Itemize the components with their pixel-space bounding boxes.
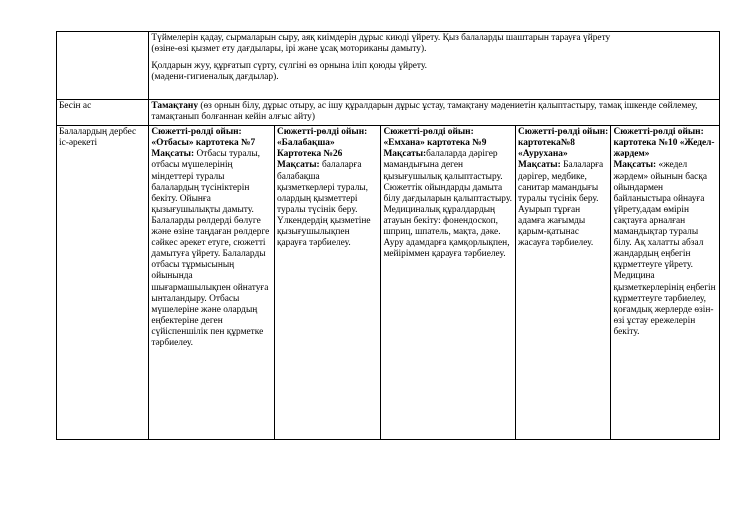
game-heading-3: Сюжетті-рөлдi ойын: «Емхана» картотека №9 bbox=[383, 127, 487, 149]
self-care-cell bbox=[149, 32, 720, 100]
game-heading-5: Сюжетті-рөлдi ойын: картотека №10 «Жедел-жәрдем» bbox=[613, 127, 715, 160]
goal-text-1: Отбасы туралы, отбасы мүшелерінің міндеттері туралы балалардың түсініктерін бекіту. Ойынға қызығушылықты дамыту. Балаларды рөлдерді бөлуге және өзіне таңдаған рөлдерге сәйкес әрекет етуге, сюжетті дамытуға үйрету. Балаларды отбасы тұрмысының ойынында шығармашылықпен ойнатуға ынталандыру. Отбасы мүшелеріне және олардың еңбектеріне деген сүйіспеншілік пен құрметке тәрбиелеу. bbox=[151, 149, 270, 348]
game-goal-5 bbox=[613, 160, 717, 338]
game-goal-3 bbox=[383, 149, 513, 260]
goal-label-3: Мақсаты: bbox=[383, 149, 427, 160]
goal-text-4: Балаларға дәрігер, медбике, санитар мамандығы туралы түсінік беру. Ауырып тұрған адамға жағымды қарым-қатынас жасауға тәрбиелеу. bbox=[518, 160, 604, 249]
row-label-activity: Балалардың дербес іс-әрекеті bbox=[57, 126, 149, 440]
game-goal-1 bbox=[151, 149, 272, 349]
row-label-empty bbox=[57, 32, 149, 100]
activity-cell-1 bbox=[149, 126, 275, 440]
goal-label-2: Мақсаты: bbox=[276, 160, 320, 171]
activity-cell-2 bbox=[274, 126, 380, 440]
game-goal-4 bbox=[518, 160, 608, 249]
activity-cell-4 bbox=[516, 126, 611, 440]
self-care-text-1: Түймелерін қадау, сырмаларын сыру, аяқ киімдерін дұрыс киюді үйрету. Қыз балаларды шаштарын тарауға үйрету bbox=[151, 33, 611, 43]
hygiene-text-2: (мәдени-гигиеналық дағдылар). bbox=[151, 72, 279, 83]
row-label-lunch: Бесін ас bbox=[57, 100, 149, 126]
lunch-title: Тамақтану bbox=[151, 101, 199, 111]
daily-plan-table bbox=[56, 31, 720, 440]
hygiene-text-1: Қолдарын жуу, құрғатып сүрту, сүлгіні өз орнына іліп қоюды үйрету. bbox=[151, 61, 427, 72]
table-row-independent-activity bbox=[57, 126, 720, 440]
game-goal-2 bbox=[277, 160, 378, 249]
activity-cell-3 bbox=[381, 126, 516, 440]
game-heading-2: Сюжетті-рөлдi ойын: «Балабақша» Картотека №26 bbox=[276, 127, 368, 160]
game-heading-1: Сюжетті-рөлдi ойын: «Отбасы» картотека №7 bbox=[151, 127, 256, 149]
self-care-text-2: (өзіне-өзі қызмет ету дағдылары, ірі және ұсақ моториканы дамыту). bbox=[151, 44, 427, 55]
goal-label-1: Мақсаты: bbox=[151, 149, 195, 160]
goal-text-5: «жедел жәрдем» ойынын басқа ойындармен байланыстыра ойнауға үйрету,адам өмірін сақтауға арналған мамандықтар туралы білу. Ақ халатты абзал жандардың еңбегін құрметтеуге үйрету. Медицина қызметкерлерінің еңбегін құрметтеуге тәрбиелеу, қоғамдық жерлерде өзін-өзі ұстау ережелерін бекіту. bbox=[613, 160, 716, 337]
game-heading-4: Сюжетті-рөлдi ойын: картотека№8 «Ауруxана» bbox=[518, 127, 609, 160]
table-row-self-care bbox=[57, 32, 720, 100]
goal-text-2: балаларға балабақша қызметкерлері туралы, олардың қызметтері туралы түсінік беру. Үлкендердің қызметіне қызығушылықпен қарауға тәрбиелеу. bbox=[276, 160, 371, 249]
lunch-text: (өз орнын білу, дұрыс отыру, ас ішу құралдарын дұрыс ұстау, тамақтану мәдениетін қалыптастыру, тамақ ішкенде сөйлемеу, тамақтанып болғаннан кейін алғыс айту) bbox=[151, 101, 698, 123]
goal-label-4: Мақсаты: bbox=[518, 160, 561, 171]
goal-text-3: балаларда дәрігер мамандығына деген қызығушылық қалыптастыру. Сюжеттік ойындарды дамыта білу дағдыларын қалыптастыру. Медициналық құралдардың атауын бекіту: фонендоскоп, шприц, шпатель, мақта, дәке. Ауру адамдарға қамқорлықпен, мейіріммен қарауға тәрбиелеу. bbox=[383, 149, 512, 260]
goal-label-5: Мақсаты: bbox=[613, 160, 657, 171]
lunch-cell bbox=[149, 100, 720, 126]
table-row-lunch bbox=[57, 100, 720, 126]
activity-cell-5 bbox=[611, 126, 720, 440]
